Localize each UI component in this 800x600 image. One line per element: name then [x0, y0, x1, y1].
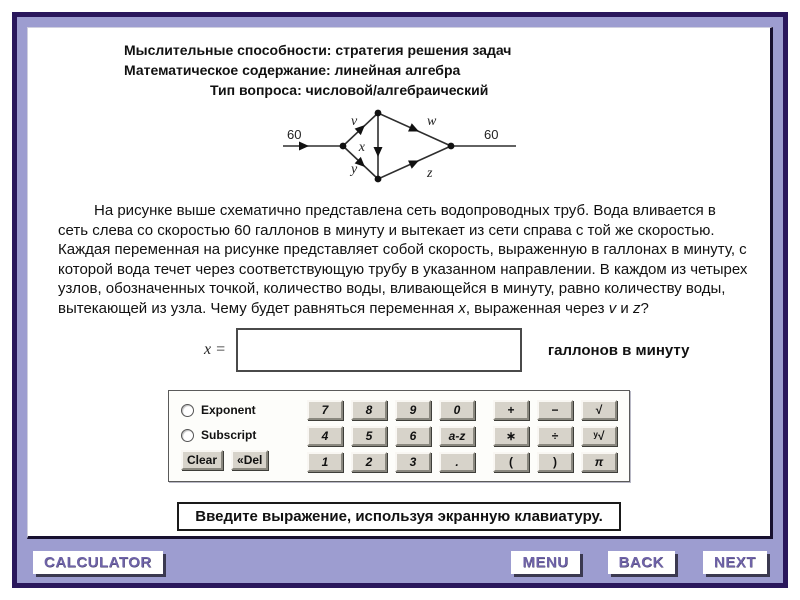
- answer-input[interactable]: [236, 328, 522, 372]
- answer-unit-label: галлонов в минуту: [547, 341, 690, 359]
- key-minus[interactable]: −: [537, 400, 573, 420]
- key-1[interactable]: 1: [307, 452, 343, 472]
- menu-button[interactable]: MENU: [511, 551, 579, 574]
- answer-row: [204, 328, 740, 372]
- key-4[interactable]: 4: [307, 426, 343, 446]
- arrow-x-icon: [373, 147, 382, 157]
- question-paragraph: [58, 201, 748, 318]
- subscript-radio-row[interactable]: [181, 425, 293, 445]
- pipe-network-diagram: [58, 106, 740, 193]
- key-multiply[interactable]: ∗: [493, 426, 529, 446]
- key-plus[interactable]: +: [493, 400, 529, 420]
- exponent-radio-label: Exponent: [201, 403, 256, 417]
- header-type-line: Тип вопроса: числовой/алгебраический: [210, 82, 489, 98]
- edge-label-w: w: [426, 114, 436, 129]
- question-text-2: , выраженная через: [465, 299, 609, 317]
- navbar: [17, 541, 783, 583]
- arrow-z-icon: [408, 156, 421, 168]
- key-pi[interactable]: π: [581, 452, 617, 472]
- key-6[interactable]: 6: [395, 426, 431, 446]
- node-top: [374, 110, 381, 117]
- key-divide[interactable]: ÷: [537, 426, 573, 446]
- instruction-box: Введите выражение, используя экранную клавиатуру.: [177, 502, 620, 531]
- delete-button[interactable]: «Del: [231, 450, 268, 470]
- node-left: [339, 143, 346, 150]
- back-button[interactable]: BACK: [608, 551, 675, 574]
- header-content-line: Математическое содержание: линейная алгебра: [124, 62, 461, 78]
- key-open-paren[interactable]: (: [493, 452, 529, 472]
- header-skill-line: Мыслительные способности: стратегия решения задач: [124, 42, 512, 58]
- exponent-radio-row[interactable]: [181, 400, 293, 420]
- key-nth-root[interactable]: ʸ√: [581, 426, 617, 446]
- question-header: [124, 40, 740, 100]
- key-9[interactable]: 9: [395, 400, 431, 420]
- key-decimal[interactable]: .: [439, 452, 475, 472]
- next-button[interactable]: NEXT: [703, 551, 767, 574]
- subscript-radio-label: Subscript: [201, 428, 257, 442]
- key-az[interactable]: a-z: [439, 426, 475, 446]
- clear-button[interactable]: Clear: [181, 450, 223, 470]
- key-7[interactable]: 7: [307, 400, 343, 420]
- digit-keys: [307, 400, 475, 472]
- content-panel: [27, 27, 773, 539]
- edge-label-y: y: [350, 162, 357, 177]
- key-5[interactable]: 5: [351, 426, 387, 446]
- subscript-radio[interactable]: [181, 429, 194, 442]
- answer-lhs: x =: [204, 341, 226, 358]
- app-frame: [12, 12, 788, 588]
- edge-label-v: v: [350, 114, 357, 129]
- question-var-x: x: [458, 299, 466, 317]
- onscreen-keypad: [168, 390, 630, 482]
- question-var-v: v: [608, 299, 617, 317]
- key-close-paren[interactable]: ): [537, 452, 573, 472]
- operator-keys: [493, 400, 617, 472]
- calculator-button[interactable]: CALCULATOR: [33, 551, 163, 574]
- key-2[interactable]: 2: [351, 452, 387, 472]
- key-8[interactable]: 8: [351, 400, 387, 420]
- arrow-inflow-icon: [299, 142, 309, 151]
- key-sqrt[interactable]: √: [581, 400, 617, 420]
- question-text-4: ?: [640, 299, 649, 317]
- edge-label-x: x: [358, 140, 365, 155]
- arrow-w-icon: [408, 123, 421, 135]
- question-text-3: и: [616, 299, 633, 317]
- key-0[interactable]: 0: [439, 400, 475, 420]
- node-right: [447, 143, 454, 150]
- pipe-network-svg: [281, 106, 518, 188]
- question-text-1: На рисунке выше схематично представлена сеть водопроводных труб. Вода вливается в сеть слева со скоростью 60 галлонов в минуту и вытекает из сети справа с той же скоростью. Каждая переменная на рисунке представляет собой скорость, выраженную в галлонах в минуту, с которой вода течет через соответствующую трубу в указанном направлении. В каждом из четырех узлов, обозначенных точкой, количество воды, вливающейся в минуту, равно количеству воды, вытекающей из узла. Чему будет равняться переменная: [58, 202, 748, 317]
- node-bottom: [374, 176, 381, 183]
- outflow-rate-label: 60: [483, 127, 498, 142]
- key-3[interactable]: 3: [395, 452, 431, 472]
- edge-label-z: z: [426, 166, 432, 181]
- inflow-rate-label: 60: [286, 127, 301, 142]
- question-var-z: z: [632, 299, 641, 317]
- exponent-radio[interactable]: [181, 404, 194, 417]
